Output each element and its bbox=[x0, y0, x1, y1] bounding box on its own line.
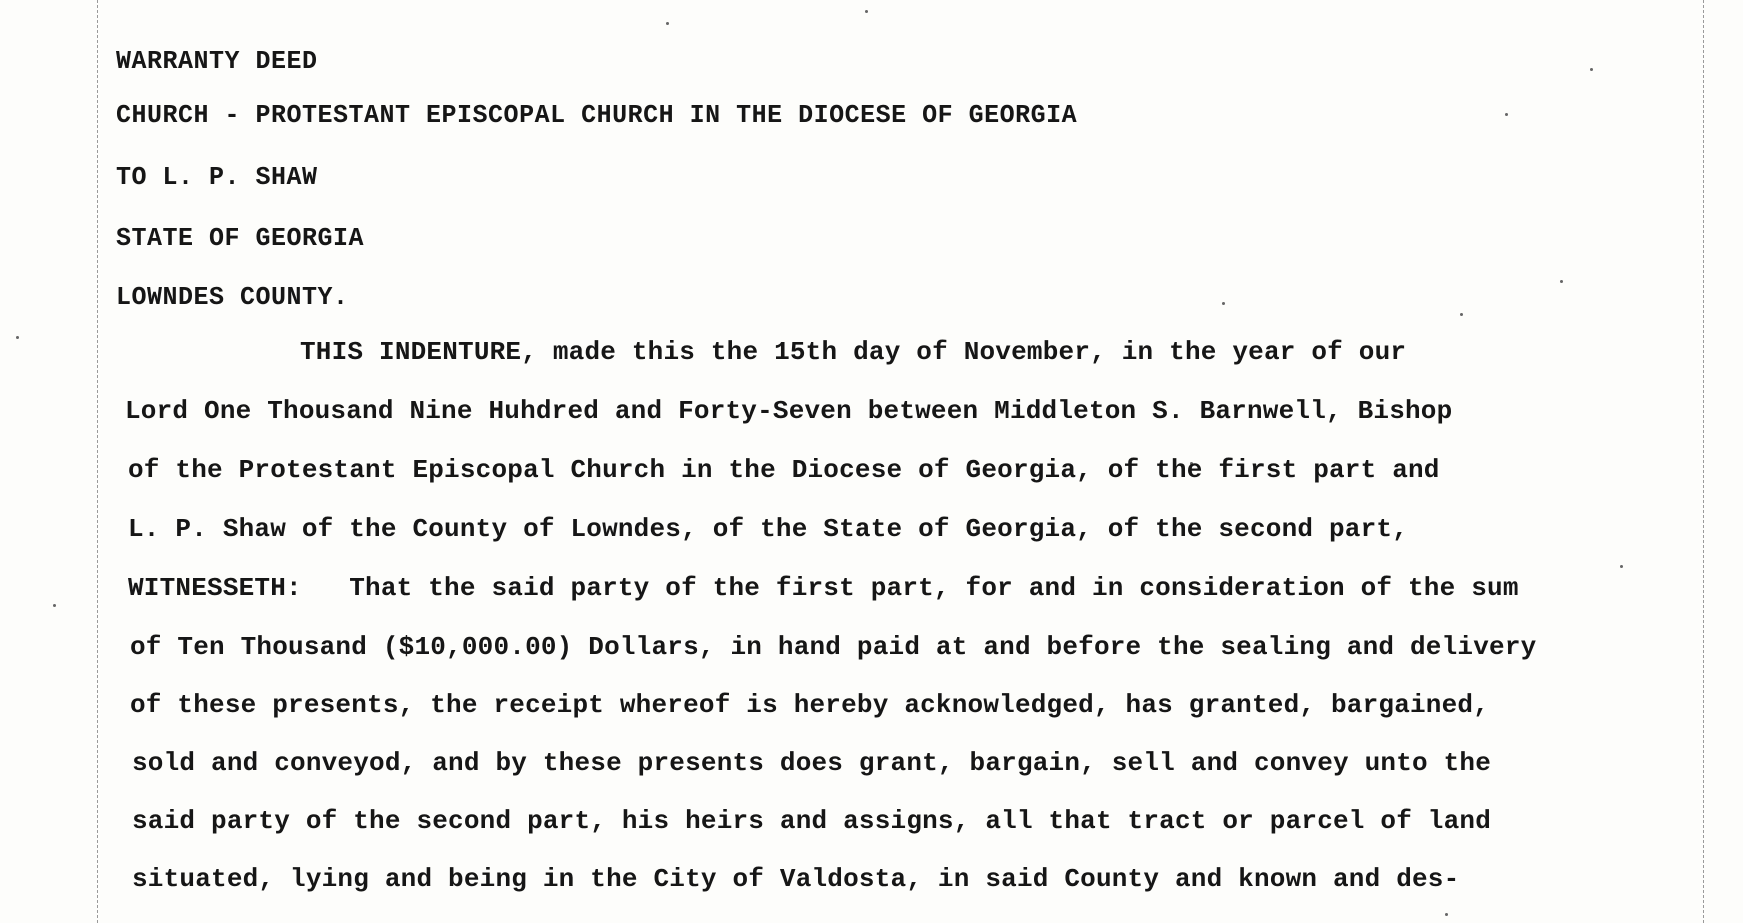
scan-speck bbox=[1620, 565, 1623, 568]
scan-speck bbox=[1560, 280, 1563, 283]
deed-state-heading: STATE OF GEORGIA bbox=[116, 222, 365, 254]
deed-body-line: sold and conveyod, and by these presents does grant, bargain, sell and convey unto the bbox=[132, 748, 1492, 778]
deed-body-line: situated, lying and being in the City of Valdosta, in said County and known and des- bbox=[132, 864, 1460, 894]
deed-body-line: of Ten Thousand ($10,000.00) Dollars, in hand paid at and before the sealing and delivery bbox=[130, 632, 1537, 662]
scan-speck bbox=[1222, 302, 1225, 305]
left-margin-line bbox=[97, 0, 98, 923]
deed-county-heading: LOWNDES COUNTY. bbox=[116, 281, 349, 313]
right-margin-line bbox=[1703, 0, 1704, 923]
scan-speck bbox=[865, 10, 868, 13]
deed-grantee-heading: TO L. P. SHAW bbox=[116, 161, 318, 193]
scan-speck bbox=[666, 22, 669, 25]
deed-body-line: of the Protestant Episcopal Church in the Diocese of Georgia, of the first part and bbox=[128, 455, 1440, 485]
deed-body-line: Lord One Thousand Nine Huhdred and Forty-Seven between Middleton S. Barnwell, Bishop bbox=[125, 396, 1453, 426]
scan-speck bbox=[1445, 913, 1448, 916]
scan-speck bbox=[1460, 313, 1463, 316]
deed-body-line: of these presents, the receipt whereof is hereby acknowledged, has granted, bargained, bbox=[130, 690, 1490, 720]
deed-parties-heading: CHURCH - PROTESTANT EPISCOPAL CHURCH IN THE DIOCESE OF GEORGIA bbox=[116, 99, 1078, 131]
deed-title: WARRANTY DEED bbox=[116, 45, 318, 77]
scan-speck bbox=[16, 336, 19, 339]
scan-speck bbox=[1505, 113, 1508, 116]
deed-body-line: said party of the second part, his heirs and assigns, all that tract or parcel of land bbox=[132, 806, 1492, 836]
deed-body-line: L. P. Shaw of the County of Lowndes, of the State of Georgia, of the second part, bbox=[128, 514, 1409, 544]
scan-speck bbox=[53, 604, 56, 607]
scan-speck bbox=[1590, 68, 1593, 71]
deed-body-line: THIS INDENTURE, made this the 15th day of November, in the year of our bbox=[300, 337, 1407, 367]
deed-body-line: WITNESSETH: That the said party of the first part, for and in consideration of the sum bbox=[128, 573, 1519, 603]
